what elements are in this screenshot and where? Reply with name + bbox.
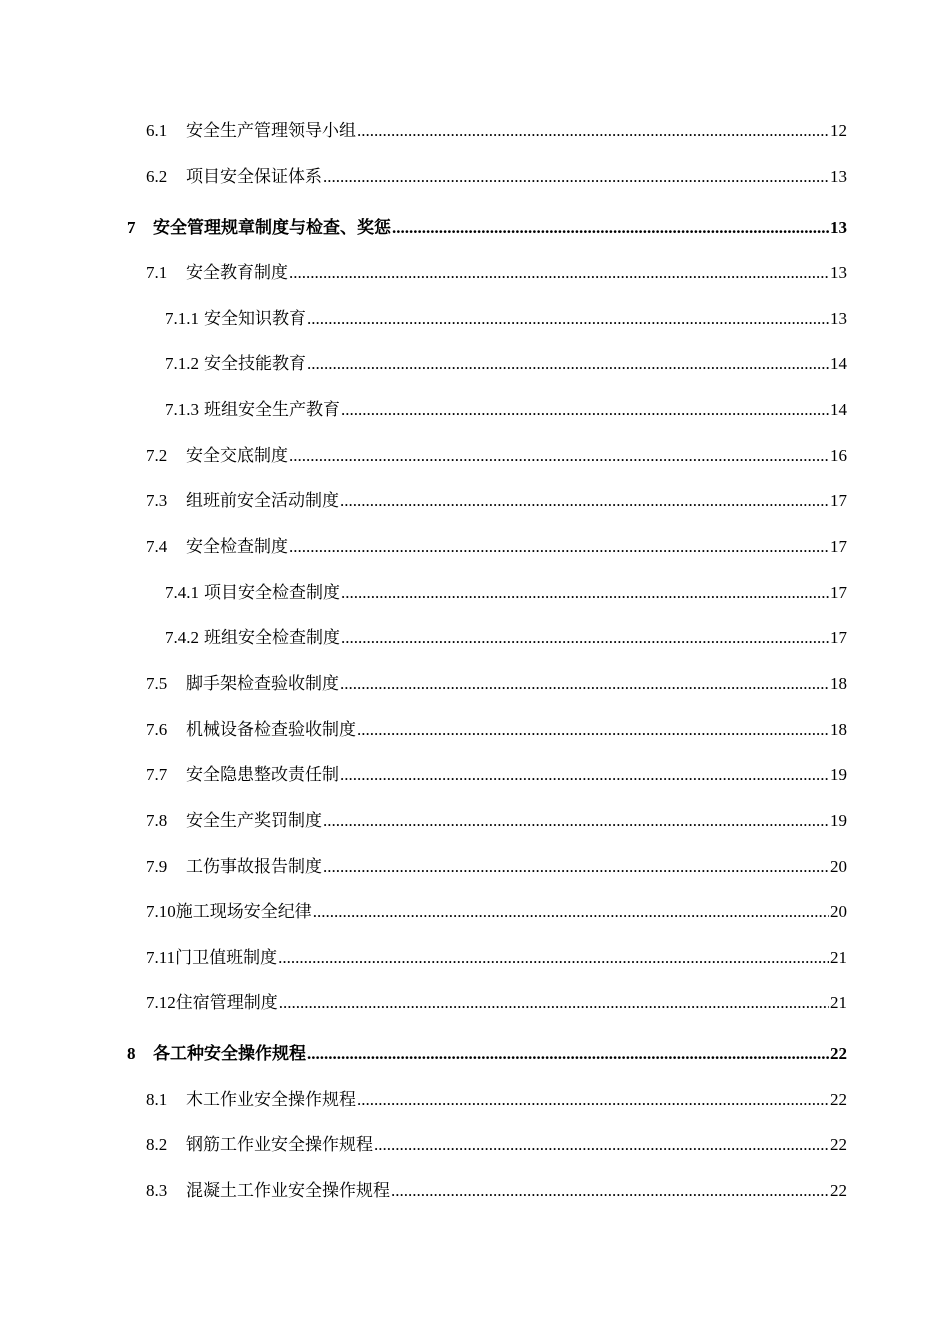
toc-entry[interactable] — [146, 764, 847, 786]
toc-page-number: 21 — [830, 948, 847, 967]
toc-title: 组班前安全活动制度 — [186, 491, 339, 510]
toc-number: 7.4 — [146, 537, 168, 556]
toc-number: 7.12 — [146, 993, 176, 1012]
toc-page-number: 13 — [830, 167, 847, 186]
toc-page-number: 14 — [830, 354, 847, 373]
toc-title: 住宿管理制度 — [175, 993, 278, 1012]
toc-title: 安全生产管理领导小组 — [186, 121, 356, 140]
toc-number: 7.8 — [146, 811, 168, 830]
toc-entry[interactable] — [146, 992, 847, 1014]
toc-entry[interactable] — [127, 1043, 847, 1065]
toc-number: 7.6 — [146, 720, 168, 739]
toc-page-number: 16 — [830, 446, 847, 465]
toc-page-number: 22 — [830, 1044, 847, 1063]
dot-leader — [341, 399, 829, 421]
toc-number: 7.1.3 — [165, 400, 199, 419]
toc-title: 安全交底制度 — [186, 446, 288, 465]
toc-number: 8.2 — [146, 1135, 168, 1154]
toc-number: 7.3 — [146, 491, 168, 510]
dot-leader — [341, 582, 829, 604]
toc-number: 7.1 — [146, 263, 168, 282]
toc-number: 6.2 — [146, 167, 168, 186]
dot-leader — [323, 166, 829, 188]
toc-entry[interactable] — [146, 1089, 847, 1111]
toc-page-number: 17 — [830, 628, 847, 647]
toc-entry[interactable] — [165, 353, 847, 375]
toc-number: 7.1.1 — [165, 309, 199, 328]
toc-entry[interactable] — [146, 490, 847, 512]
toc-entry[interactable] — [146, 901, 847, 923]
toc-page-number: 18 — [830, 674, 847, 693]
toc-entry[interactable] — [165, 399, 847, 421]
toc-entry[interactable] — [146, 719, 847, 741]
dot-leader — [374, 1134, 829, 1156]
dot-leader — [278, 947, 829, 969]
toc-entry[interactable] — [146, 856, 847, 878]
dot-leader — [323, 810, 829, 832]
dot-leader — [392, 217, 829, 239]
toc-number: 8 — [127, 1044, 136, 1063]
toc-title: 安全隐患整改责任制 — [186, 765, 339, 784]
toc-number: 7.1.2 — [165, 354, 199, 373]
dot-leader — [307, 353, 829, 375]
toc-entry[interactable] — [146, 810, 847, 832]
toc-title: 施工现场安全纪律 — [175, 902, 312, 921]
toc-number: 7.7 — [146, 765, 168, 784]
dot-leader — [340, 490, 829, 512]
toc-title: 混凝土工作业安全操作规程 — [186, 1181, 390, 1200]
toc-number: 7.4.1 — [165, 583, 199, 602]
toc-title: 木工作业安全操作规程 — [186, 1090, 356, 1109]
dot-leader — [307, 308, 829, 330]
toc-title: 项目安全检查制度 — [204, 583, 340, 602]
toc-entry[interactable] — [146, 947, 847, 969]
toc-title: 机械设备检查验收制度 — [186, 720, 356, 739]
dot-leader — [340, 673, 829, 695]
toc-page-number: 17 — [830, 583, 847, 602]
dot-leader — [289, 445, 829, 467]
toc-number: 7.9 — [146, 857, 168, 876]
dot-leader — [289, 262, 829, 284]
toc-title: 安全检查制度 — [186, 537, 288, 556]
toc-page-number: 22 — [830, 1181, 847, 1200]
toc-page-number: 14 — [830, 400, 847, 419]
toc-entry[interactable] — [165, 582, 847, 604]
toc-title: 安全生产奖罚制度 — [186, 811, 322, 830]
dot-leader — [279, 992, 829, 1014]
toc-entry[interactable] — [146, 166, 847, 188]
dot-leader — [340, 764, 829, 786]
toc-page-number: 12 — [830, 121, 847, 140]
toc-number: 7 — [127, 218, 136, 237]
toc-title: 项目安全保证体系 — [186, 167, 322, 186]
toc-title: 安全技能教育 — [204, 354, 306, 373]
toc-entry[interactable] — [146, 1180, 847, 1202]
toc-page-number: 13 — [830, 309, 847, 328]
toc-page-number: 13 — [830, 218, 847, 237]
toc-title: 安全管理规章制度与检查、奖惩 — [153, 218, 391, 237]
toc-entry[interactable] — [146, 445, 847, 467]
dot-leader — [323, 856, 829, 878]
toc-entry[interactable] — [146, 1134, 847, 1156]
toc-number: 7.5 — [146, 674, 168, 693]
toc-number: 8.3 — [146, 1181, 168, 1200]
dot-leader — [307, 1043, 829, 1065]
toc-title: 各工种安全操作规程 — [153, 1044, 306, 1063]
toc-page-number: 19 — [830, 811, 847, 830]
toc-page-number: 13 — [830, 263, 847, 282]
toc-page-number: 20 — [830, 857, 847, 876]
toc-page-number: 22 — [830, 1090, 847, 1109]
dot-leader — [341, 627, 829, 649]
dot-leader — [313, 901, 829, 923]
toc-number: 7.11 — [146, 948, 176, 967]
toc-page-number: 17 — [830, 491, 847, 510]
toc-number: 7.4.2 — [165, 628, 199, 647]
toc-title: 钢筋工作业安全操作规程 — [186, 1135, 373, 1154]
dot-leader — [357, 719, 829, 741]
dot-leader — [391, 1180, 829, 1202]
toc-title: 安全教育制度 — [186, 263, 288, 282]
dot-leader — [357, 1089, 829, 1111]
toc-entry[interactable] — [165, 308, 847, 330]
toc-page-number: 18 — [830, 720, 847, 739]
toc-entry[interactable] — [146, 673, 847, 695]
toc-number: 7.2 — [146, 446, 168, 465]
toc-title: 班组安全生产教育 — [204, 400, 340, 419]
dot-leader — [357, 120, 829, 142]
toc-title: 门卫值班制度 — [175, 948, 278, 967]
toc-title: 工伤事故报告制度 — [186, 857, 322, 876]
toc-entry[interactable] — [146, 262, 847, 284]
toc-page-number: 19 — [830, 765, 847, 784]
toc-title: 脚手架检查验收制度 — [186, 674, 339, 693]
toc-title: 班组安全检查制度 — [204, 628, 340, 647]
toc-page-number: 22 — [830, 1135, 847, 1154]
toc-page-number: 20 — [830, 902, 847, 921]
toc-number: 6.1 — [146, 121, 168, 140]
toc-entry[interactable] — [165, 627, 847, 649]
toc-number: 7.10 — [146, 902, 176, 921]
dot-leader — [289, 536, 829, 558]
toc-page-number: 17 — [830, 537, 847, 556]
toc-page-number: 21 — [830, 993, 847, 1012]
toc-entry[interactable] — [146, 120, 847, 142]
toc-entry[interactable] — [146, 536, 847, 558]
toc-entry[interactable] — [127, 217, 847, 239]
toc-number: 8.1 — [146, 1090, 168, 1109]
toc-title: 安全知识教育 — [204, 309, 306, 328]
